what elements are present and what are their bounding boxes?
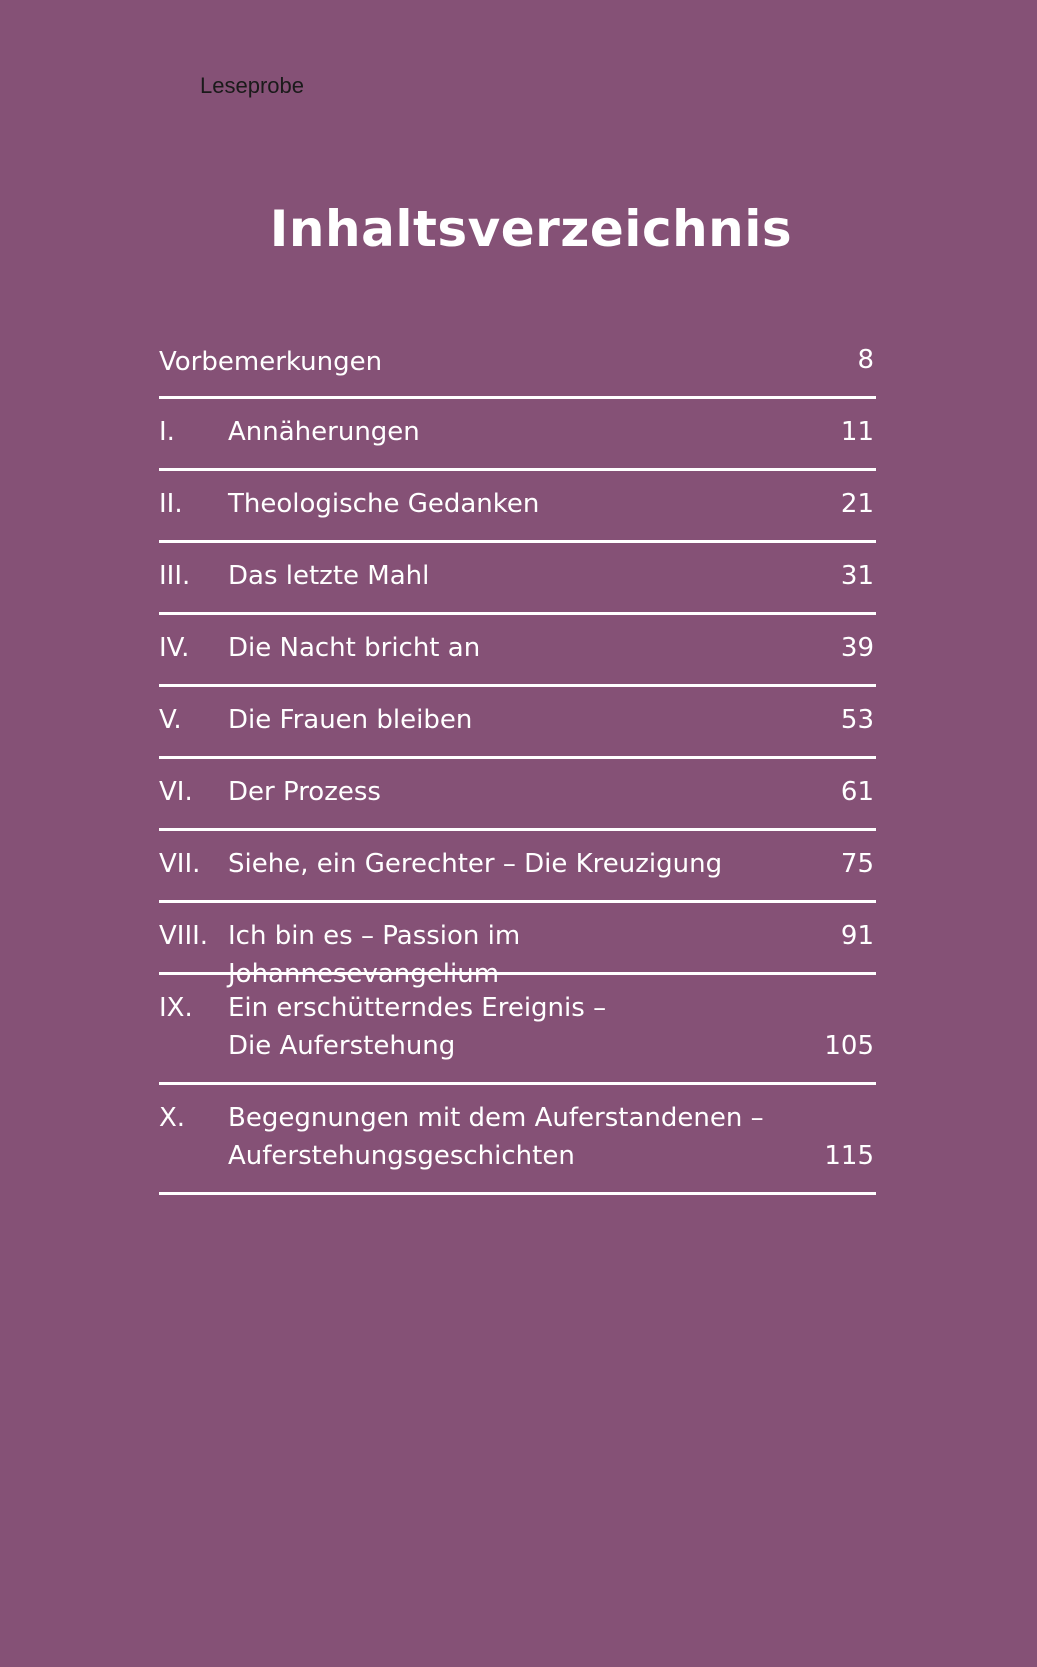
toc-entry-number: V.: [159, 705, 182, 735]
toc-entry-7[interactable]: [159, 831, 876, 903]
toc-entry-3[interactable]: [159, 543, 876, 615]
toc-entry-title: Siehe, ein Gerechter – Die Kreuzigung: [228, 849, 723, 879]
toc-entry-title: Ich bin es – Passion im Johannesevangelium: [228, 921, 521, 989]
toc-entry-number: VII.: [159, 849, 201, 879]
toc-entry-page: 21: [840, 489, 874, 519]
toc-entry-10[interactable]: [159, 1085, 876, 1195]
toc-entry-8[interactable]: [159, 903, 876, 989]
toc-entry-page: 91: [840, 921, 874, 951]
toc-entry-title: Das letzte Mahl: [228, 561, 430, 591]
toc-entry-title-line2: Auferstehungsgeschichten: [228, 1141, 575, 1171]
toc-entry-1[interactable]: [159, 399, 876, 471]
toc-entry-4[interactable]: [159, 615, 876, 687]
toc-entry-number: II.: [159, 489, 183, 519]
toc-entry-page: 75: [840, 849, 874, 879]
page-title: Inhaltsverzeichnis: [269, 200, 793, 258]
toc-entry-number: IX.: [159, 993, 193, 1023]
toc-entry-page: 31: [840, 561, 874, 591]
toc-entry-number: I.: [159, 417, 175, 447]
toc-entry-title: Annäherungen: [228, 417, 420, 447]
watermark-label: Leseprobe: [200, 73, 304, 98]
toc-entry-2[interactable]: [159, 471, 876, 543]
toc-entry-number: VIII.: [159, 921, 209, 951]
toc-entry-page: 53: [840, 705, 874, 735]
toc-entry-9[interactable]: [159, 975, 876, 1085]
toc-entry-title: Vorbemerkungen: [159, 347, 383, 377]
toc-entry-page: 105: [824, 1031, 874, 1061]
toc-entry-title-line2: Die Auferstehung: [228, 1031, 456, 1061]
toc-entry-title: [228, 989, 788, 1065]
toc-entry-page: 11: [840, 417, 874, 447]
toc-entry-title-line1: Ein erschütterndes Ereignis –: [228, 993, 607, 1023]
toc-entry-5[interactable]: [159, 687, 876, 759]
toc-entry-page: 61: [840, 777, 874, 807]
toc-entry-number: III.: [159, 561, 191, 591]
toc-entry-title: Die Nacht bricht an: [228, 633, 481, 663]
toc-entry-number: IV.: [159, 633, 190, 663]
table-of-contents: [159, 329, 876, 1195]
toc-entry-title: Theologische Gedanken: [228, 489, 540, 519]
toc-entry-number: X.: [159, 1103, 186, 1133]
toc-entry-number: VI.: [159, 777, 193, 807]
toc-entry-title-line1: Begegnungen mit dem Auferstandenen –: [228, 1103, 764, 1133]
toc-entry-vorbemerkungen[interactable]: [159, 329, 876, 399]
toc-entry-page: 8: [857, 345, 874, 375]
toc-entry-title: Die Frauen bleiben: [228, 705, 473, 735]
toc-entry-title: Der Prozess: [228, 777, 381, 807]
toc-entry-6[interactable]: [159, 759, 876, 831]
toc-entry-page: 115: [824, 1141, 874, 1171]
toc-entry-page: 39: [840, 633, 874, 663]
toc-entry-title: [228, 1099, 788, 1175]
